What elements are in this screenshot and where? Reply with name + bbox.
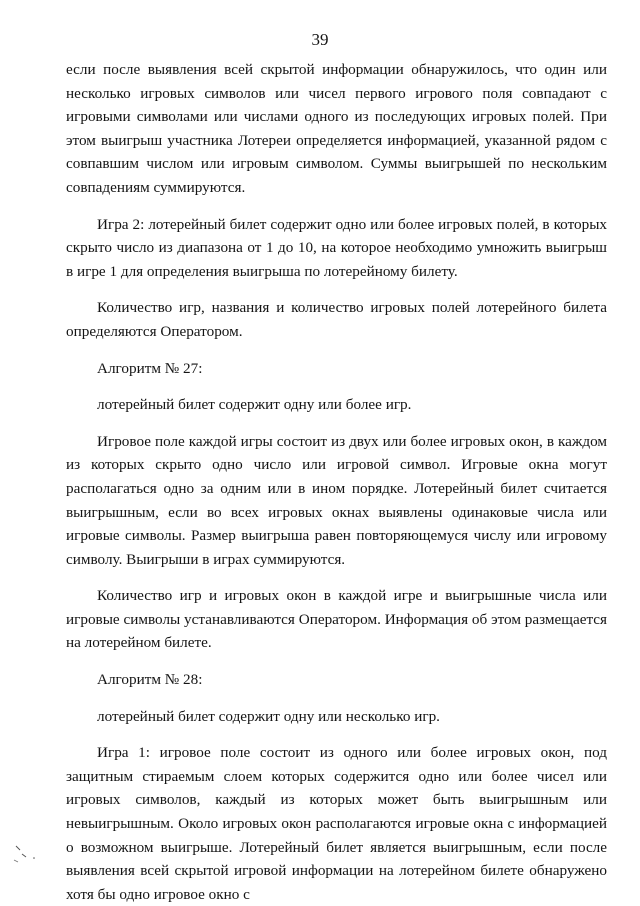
paragraph-game-field: Игровое поле каждой игры состоит из двух или более игровых окон, в каждом из которых скрыто одно число или игровой символ. Игровые окна могут располагаться одно за одним или в ином порядке. Лотерейный билет считается выигрышным, если во всех игровых окнах выявлены одинаковые числа или игровые символы. Размер выигрыша равен повторяющемуся числу или игровому символу. Выигрыши в играх суммируются. xyxy=(66,432,607,568)
paragraph-ticket-games-28: лотерейный билет содержит одну или несколько игр. xyxy=(97,707,440,725)
paragraph-game-2: Игра 2: лотерейный билет содержит одно или более игровых полей, в которых скрыто число из диапазона от 1 до 10, на которое необходимо умножить выигрыш в игре 1 для определения выигрыша по лотерейному билету. xyxy=(66,215,607,280)
document-body xyxy=(66,58,607,906)
paragraph-ticket-games: лотерейный билет содержит одну или более игр. xyxy=(97,396,412,414)
scan-marks xyxy=(10,838,50,868)
page-number: 39 xyxy=(311,30,329,49)
paragraph-continuation: если после выявления всей скрытой информации обнаружилось, что один или несколько игровых символов или чисел первого игрового поля совпадают с игровыми символами или числами одного из последующих игровых полей. При этом выигрыш участника Лотереи определяется информацией, указанной рядом с совпавшим числом или игровым символом. Суммы выигрышей по нескольким совпадениям суммируются. xyxy=(66,61,607,196)
heading-algorithm-28: Алгоритм № 28: xyxy=(97,671,203,689)
paragraph-games-count: Количество игр, названия и количество игровых полей лотерейного билета определяются Оператором. xyxy=(66,299,607,340)
paragraph-game-1: Игра 1: игровое поле состоит из одного или более игровых окон, под защитным стираемым слоем которых содержится одно или более чисел или игровых символов, каждый из которых может быть выигрышным или невыигрышным. Около игровых окон располагаются игровые окна с информацией о возможном выигрыше. Лотерейный билет является выигрышным, если после выявления всей скрытой игровой информации на лотерейном билете обнаружено хотя бы одно игровое окно с xyxy=(66,744,607,903)
heading-algorithm-27: Алгоритм № 27: xyxy=(97,359,203,377)
paragraph-operator-settings: Количество игр и игровых окон в каждой игре и выигрышные числа или игровые символы устанавливаются Оператором. Информация об этом размещается на лотерейном билете. xyxy=(66,587,607,652)
